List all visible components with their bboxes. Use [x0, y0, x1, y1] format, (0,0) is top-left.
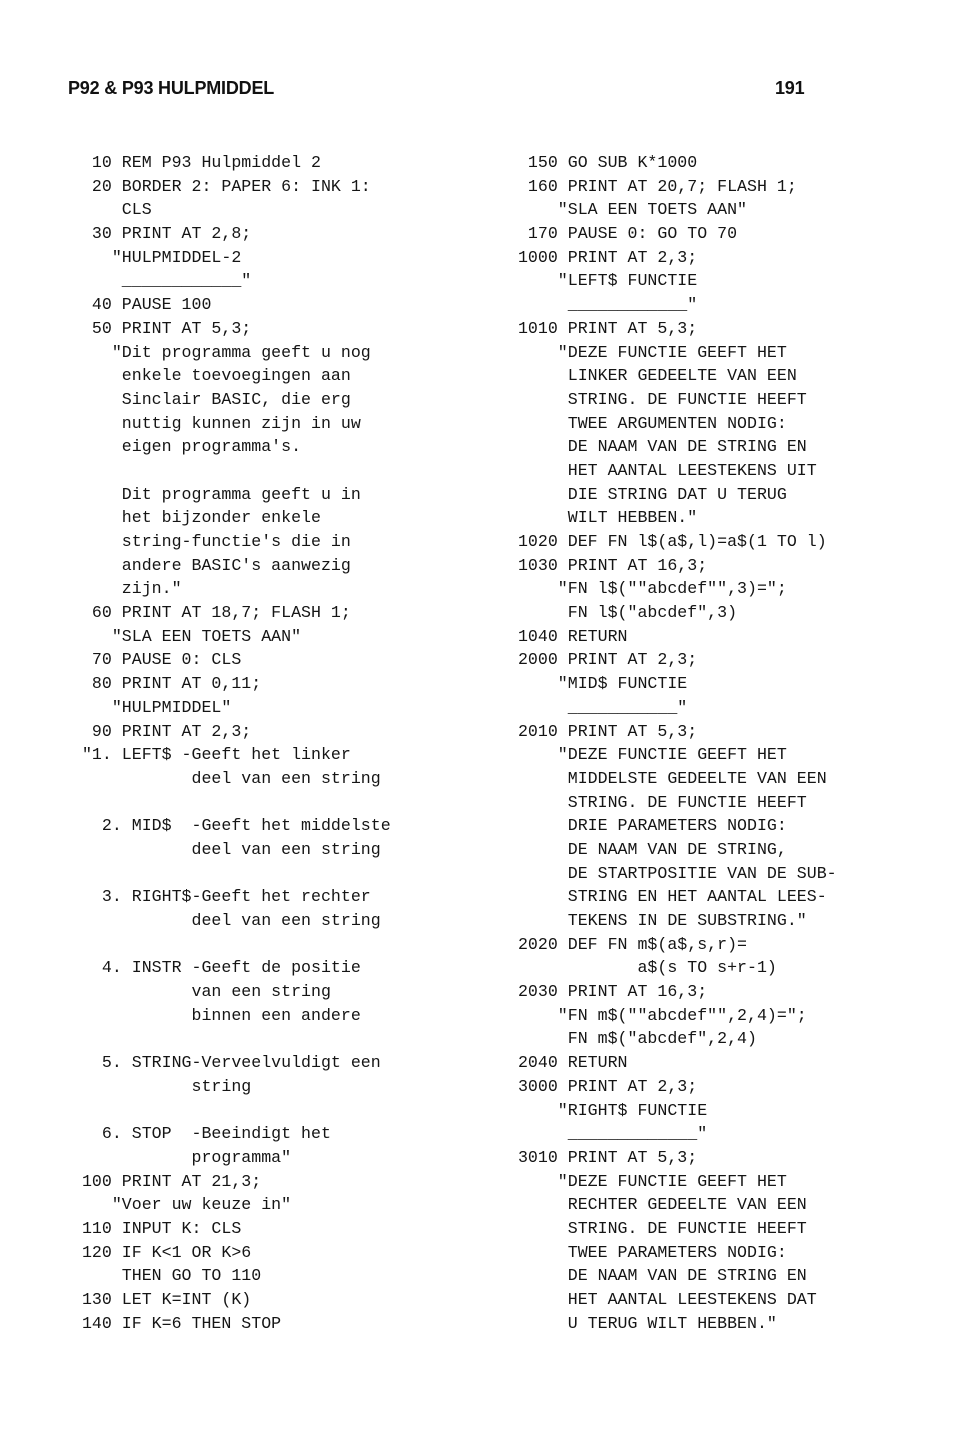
code-line: 3010 PRINT AT 5,3;: [508, 1147, 698, 1167]
code-line: 130 LET K=INT (K): [72, 1290, 252, 1309]
code-line: 80 PRINT AT 0,11;: [72, 674, 262, 694]
code-line: "DEZE FUNCTIE GEEFT HET: [508, 342, 787, 362]
code-line: "DEZE FUNCTIE GEEFT HET: [508, 1171, 787, 1191]
code-line: deel van een string: [72, 768, 381, 788]
code-line: 120 IF K<1 OR K>6: [72, 1242, 252, 1262]
code-line: 5. STRING-Verveelvuldigt een: [72, 1053, 381, 1073]
code-line: het bijzonder enkele: [72, 508, 321, 528]
code-line: TWEE ARGUMENTEN NODIG:: [508, 413, 787, 433]
code-line: "RIGHT$ FUNCTIE: [508, 1100, 708, 1120]
code-line: 2040 RETURN: [508, 1053, 628, 1073]
code-line: binnen een andere: [72, 1005, 361, 1025]
code-line: 1040 RETURN: [508, 626, 628, 646]
code-line: WILT HEBBEN.": [508, 508, 698, 528]
code-line: 1030 PRINT AT 16,3;: [508, 555, 708, 575]
program-listing-right-column: [508, 151, 837, 1335]
code-line: enkele toevoegingen aan: [72, 366, 351, 386]
code-line: DIE STRING DAT U TERUG: [508, 484, 787, 504]
code-line: 1010 PRINT AT 5,3;: [508, 318, 698, 338]
code-line: ____________": [72, 271, 252, 291]
code-line: STRING. DE FUNCTIE HEEFT: [508, 1218, 807, 1238]
code-line: 4. INSTR -Geeft de positie: [72, 958, 361, 978]
code-line: programma": [72, 1147, 292, 1167]
code-line: FN m$("abcdef",2,4): [508, 1029, 757, 1049]
code-line: 3. RIGHT$-Geeft het rechter: [72, 887, 371, 907]
code-line: "HULPMIDDEL-2: [72, 247, 242, 267]
code-line: 3000 PRINT AT 2,3;: [508, 1076, 698, 1096]
code-line: DE STARTPOSITIE VAN DE SUB-: [508, 863, 837, 883]
page-number: 191: [775, 78, 805, 98]
code-line: [72, 459, 391, 483]
code-line: "DEZE FUNCTIE GEEFT HET: [508, 745, 787, 765]
code-line: 50 PRINT AT 5,3;: [72, 318, 252, 338]
code-line: [72, 1027, 391, 1051]
code-line: MIDDELSTE GEDEELTE VAN EEN: [508, 768, 827, 788]
code-line: 1000 PRINT AT 2,3;: [508, 247, 698, 267]
code-line: [72, 791, 391, 815]
code-line: 90 PRINT AT 2,3;: [72, 721, 252, 741]
code-line: deel van een string: [72, 839, 381, 859]
code-line: [72, 862, 391, 886]
code-line: 20 BORDER 2: PAPER 6: INK 1:: [72, 176, 371, 196]
code-line: [72, 933, 391, 957]
code-line: string: [72, 1076, 252, 1096]
code-line: "1. LEFT$ -Geeft het linker: [72, 745, 351, 765]
code-line: STRING EN HET AANTAL LEES-: [508, 887, 827, 907]
code-line: STRING. DE FUNCTIE HEEFT: [508, 792, 807, 812]
code-line: 60 PRINT AT 18,7; FLASH 1;: [72, 603, 351, 623]
code-line: DE NAAM VAN DE STRING EN: [508, 1266, 807, 1286]
code-line: RECHTER GEDEELTE VAN EEN: [508, 1195, 807, 1215]
code-line: 6. STOP -Beeindigt het: [72, 1124, 331, 1144]
code-line: 110 INPUT K: CLS: [72, 1218, 242, 1238]
code-line: "HULPMIDDEL": [72, 697, 232, 717]
code-line: van een string: [72, 982, 331, 1002]
code-line: 40 PAUSE 100: [72, 295, 212, 315]
code-line: "SLA EEN TOETS AAN": [508, 200, 747, 220]
code-line: zijn.": [72, 579, 182, 599]
code-line: DE NAAM VAN DE STRING EN: [508, 437, 807, 457]
code-line: 10 REM P93 Hulpmiddel 2: [72, 153, 321, 172]
code-line: 2010 PRINT AT 5,3;: [508, 721, 698, 741]
code-line: 70 PAUSE 0: CLS: [72, 650, 242, 670]
code-line: 160 PRINT AT 20,7; FLASH 1;: [508, 176, 797, 196]
code-line: CLS: [72, 200, 152, 220]
code-line: _____________": [508, 1124, 708, 1144]
code-line: ___________": [508, 697, 688, 717]
code-line: HET AANTAL LEESTEKENS UIT: [508, 460, 817, 480]
code-line: DRIE PARAMETERS NODIG:: [508, 816, 787, 836]
code-line: Dit programma geeft u in: [72, 484, 361, 504]
code-line: "MID$ FUNCTIE: [508, 674, 688, 694]
code-line: TEKENS IN DE SUBSTRING.": [508, 911, 807, 930]
code-line: "FN m$(""abcdef"",2,4)=";: [508, 1005, 807, 1025]
code-line: 2000 PRINT AT 2,3;: [508, 650, 698, 670]
code-line: LINKER GEDEELTE VAN EEN: [508, 366, 797, 386]
code-line: STRING. DE FUNCTIE HEEFT: [508, 389, 807, 409]
program-listing-left-column: [72, 151, 391, 1335]
code-line: 30 PRINT AT 2,8;: [72, 224, 252, 244]
code-line: FN l$("abcdef",3): [508, 603, 738, 623]
code-line: "Voer uw keuze in": [72, 1195, 292, 1215]
code-line: 2030 PRINT AT 16,3;: [508, 982, 708, 1002]
code-line: deel van een string: [72, 911, 381, 930]
code-line: a$(s TO s+r-1): [508, 958, 777, 978]
code-line: "LEFT$ FUNCTIE: [508, 271, 698, 291]
code-line: TWEE PARAMETERS NODIG:: [508, 1242, 787, 1262]
code-line: eigen programma's.: [72, 437, 302, 457]
code-line: HET AANTAL LEESTEKENS DAT: [508, 1290, 817, 1309]
code-line: 2020 DEF FN m$(a$,s,r)=: [508, 934, 747, 954]
code-line: "FN l$(""abcdef"",3)=";: [508, 579, 787, 599]
code-line: andere BASIC's aanwezig: [72, 555, 351, 575]
code-line: string-functie's die in: [72, 532, 351, 551]
code-line: U TERUG WILT HEBBEN.": [508, 1313, 777, 1333]
code-line: ____________": [508, 295, 698, 315]
code-line: "SLA EEN TOETS AAN": [72, 626, 302, 646]
code-line: 150 GO SUB K*1000: [508, 153, 698, 172]
code-line: 2. MID$ -Geeft het middelste: [72, 816, 391, 836]
code-line: [72, 1099, 391, 1123]
code-line: THEN GO TO 110: [72, 1266, 262, 1286]
code-line: "Dit programma geeft u nog: [72, 342, 371, 362]
code-line: Sinclair BASIC, die erg: [72, 389, 351, 409]
running-header-title: P92 & P93 HULPMIDDEL: [68, 78, 275, 98]
code-line: DE NAAM VAN DE STRING,: [508, 839, 787, 859]
code-line: nuttig kunnen zijn in uw: [72, 413, 361, 433]
code-line: 140 IF K=6 THEN STOP: [72, 1313, 282, 1333]
code-line: 100 PRINT AT 21,3;: [72, 1171, 262, 1191]
code-line: 1020 DEF FN l$(a$,l)=a$(1 TO l): [508, 532, 827, 551]
code-line: 170 PAUSE 0: GO TO 70: [508, 224, 738, 244]
